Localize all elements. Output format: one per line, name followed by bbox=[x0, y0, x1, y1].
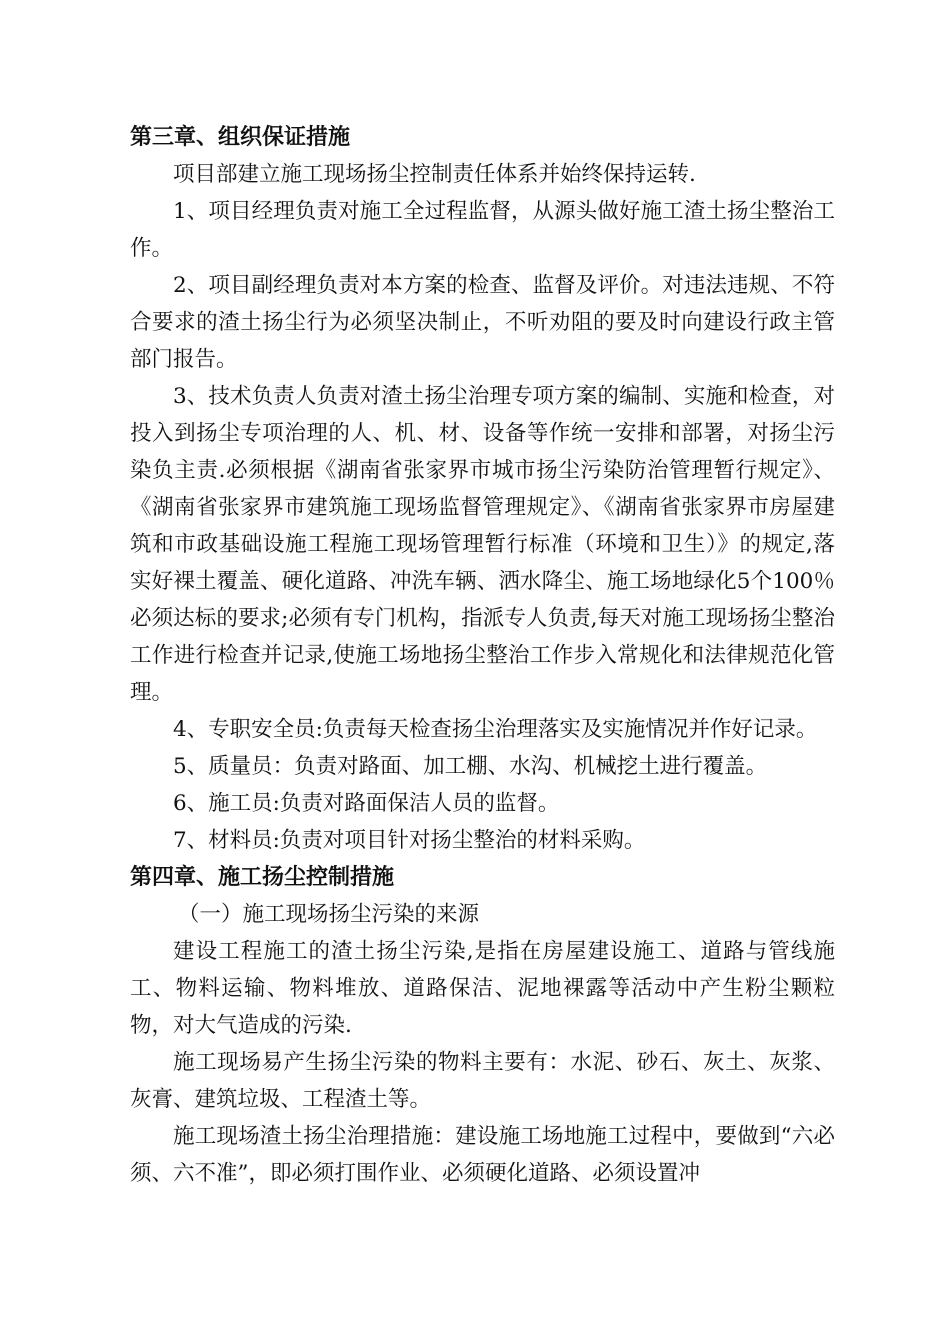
chapter-3-item-5: 5、质量员：负责对路面、加工棚、水沟、机械挖土进行覆盖。 bbox=[173, 754, 768, 779]
chapter-3-item-2: 2、项目副经理负责对本方案的检查、监督及评价。对违法违规、不符合要求的渣土扬尘行为必须坚决制止，不听劝阻的要及时向建设行政主管部门报告。 bbox=[130, 273, 835, 372]
chapter-3-item-6: 6、施工员:负责对路面保洁人员的监督。 bbox=[173, 791, 560, 816]
chapter-3-paragraph-intro: 项目部建立施工现场扬尘控制责任体系并始终保持运转. bbox=[173, 162, 696, 187]
chapter-4-paragraph-2: 施工现场易产生扬尘污染的物料主要有：水泥、砂石、灰土、灰浆、灰膏、建筑垃圾、工程渣土等。 bbox=[130, 1050, 835, 1112]
chapter-3-item-4: 4、专职安全员:负责每天检查扬尘治理落实及实施情况并作好记录。 bbox=[173, 717, 818, 742]
chapter-4-paragraph-3: 施工现场渣土扬尘治理措施：建设施工场地施工过程中，要做到“六必须、六不准”，即必须打围作业、必须硬化道路、必须设置冲 bbox=[130, 1124, 835, 1186]
chapter-3-item-3: 3、技术负责人负责对渣土扬尘治理专项方案的编制、实施和检查，对投入到扬尘专项治理的人、机、材、设备等作统一安排和部署，对扬尘污染负主责.必须根据《湖南省张家界市城市扬尘污染防治管理暂行规定》、《湖南省张家界市建筑施工现场监督管理规定》、《湖南省张家界市房屋建筑和市政基础设施工程施工现场管理暂行标准（环境和卫生）》的规定,落实好裸土覆盖、硬化道路、冲洗车辆、洒水降尘、施工场地绿化5个100％必须达标的要求;必须有专门机构，指派专人负责,每天对施工现场扬尘整治工作进行检查并记录,使施工场地扬尘整治工作步入常规化和法律规范化管理。 bbox=[130, 384, 835, 705]
document-body bbox=[130, 119, 835, 1192]
chapter-3-title: 第三章、组织保证措施 bbox=[130, 124, 351, 150]
chapter-3-item-1: 1、项目经理负责对施工全过程监督，从源头做好施工渣土扬尘整治工作。 bbox=[130, 199, 835, 261]
chapter-3-item-7: 7、材料员:负责对项目针对扬尘整治的材料采购。 bbox=[173, 828, 646, 853]
chapter-4-title: 第四章、施工扬尘控制措施 bbox=[130, 864, 395, 890]
chapter-4-paragraph-1: 建设工程施工的渣土扬尘污染,是指在房屋建设施工、道路与管线施工、物料运输、物料堆放、道路保洁、泥地裸露等活动中产生粉尘颗粒物，对大气造成的污染. bbox=[130, 939, 835, 1038]
chapter-4-subheading: （一）施工现场扬尘污染的来源 bbox=[178, 902, 480, 927]
